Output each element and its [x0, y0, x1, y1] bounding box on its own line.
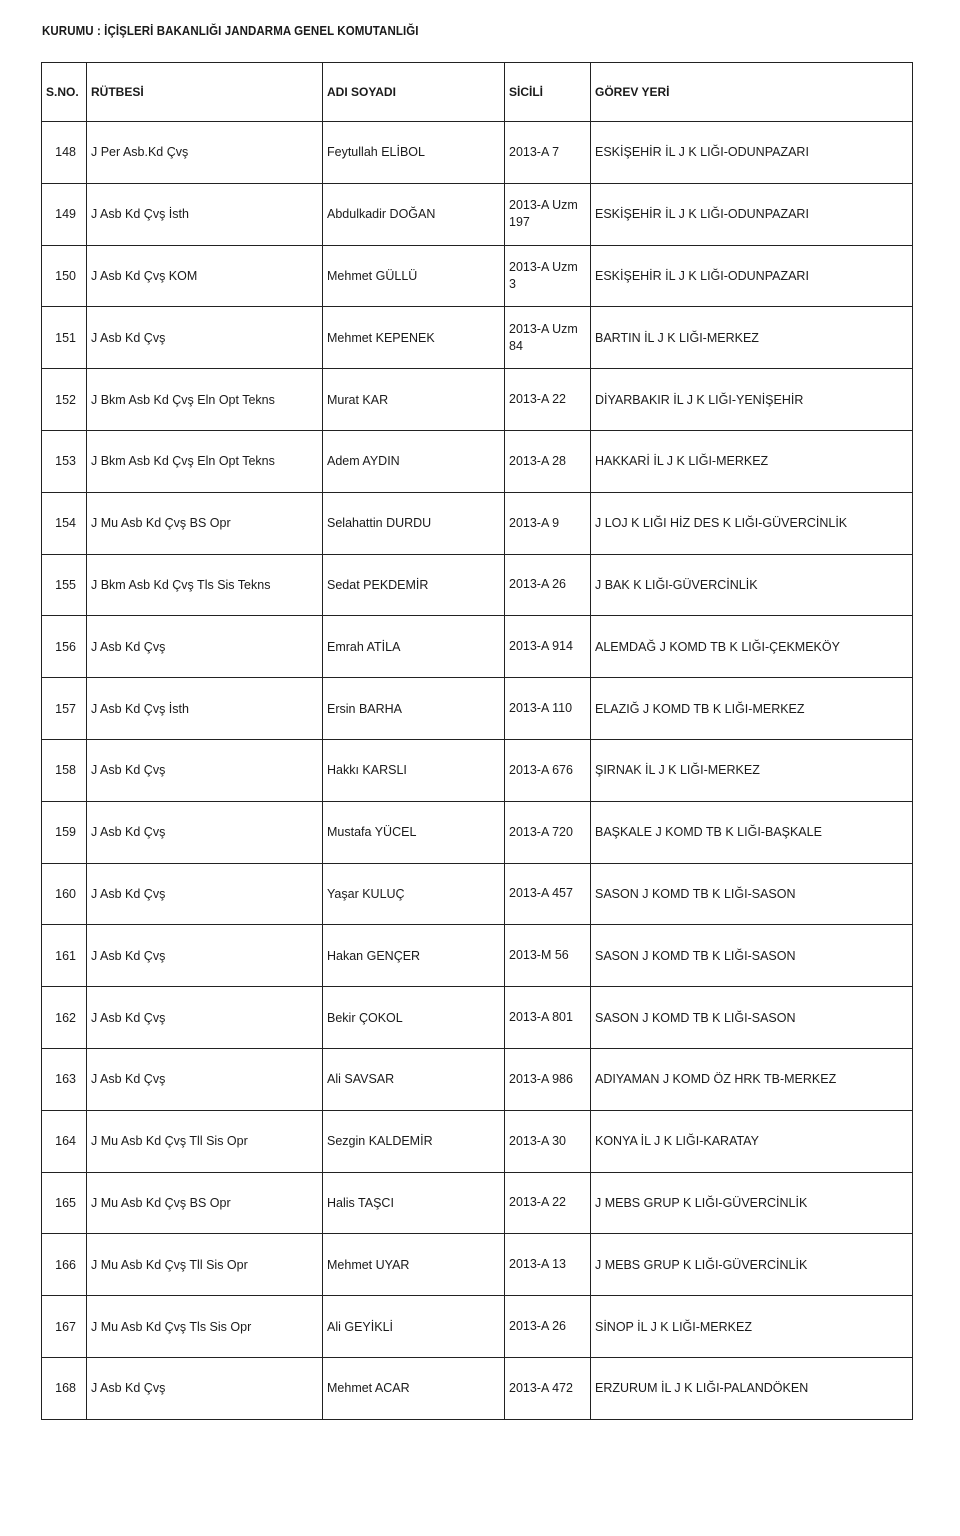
cell-place: ALEMDAĞ J KOMD TB K LIĞI-ÇEKMEKÖY — [591, 616, 913, 678]
table-row — [42, 987, 913, 1049]
cell-name: Mehmet KEPENEK — [323, 307, 505, 369]
table-row — [42, 801, 913, 863]
cell-sicil: 2013-A 110 — [505, 678, 591, 740]
cell-place: SASON J KOMD TB K LIĞI-SASON — [591, 863, 913, 925]
cell-place: SASON J KOMD TB K LIĞI-SASON — [591, 925, 913, 987]
cell-rank: J Asb Kd Çvş KOM — [87, 245, 323, 307]
cell-sicil: 2013-M 56 — [505, 925, 591, 987]
table-row — [42, 1234, 913, 1296]
column-header-sicil: SİCİLİ — [505, 63, 591, 122]
table-row — [42, 307, 913, 369]
cell-place: SİNOP İL J K LIĞI-MERKEZ — [591, 1296, 913, 1358]
cell-no: 158 — [42, 739, 87, 801]
table-row — [42, 245, 913, 307]
cell-no: 151 — [42, 307, 87, 369]
cell-no: 155 — [42, 554, 87, 616]
cell-rank: J Asb Kd Çvş — [87, 616, 323, 678]
table-body — [42, 122, 913, 1420]
cell-name: Emrah ATİLA — [323, 616, 505, 678]
table-row — [42, 678, 913, 740]
cell-place: ADIYAMAN J KOMD ÖZ HRK TB-MERKEZ — [591, 1048, 913, 1110]
cell-rank: J Asb Kd Çvş — [87, 801, 323, 863]
table-row — [42, 369, 913, 431]
cell-no: 157 — [42, 678, 87, 740]
cell-sicil: 2013-A 801 — [505, 987, 591, 1049]
cell-sicil: 2013-A 26 — [505, 1296, 591, 1358]
personnel-table — [41, 62, 913, 1420]
column-header-no: S.NO. — [42, 63, 87, 122]
cell-no: 159 — [42, 801, 87, 863]
cell-sicil: 2013-A Uzm 3 — [505, 245, 591, 307]
cell-place: SASON J KOMD TB K LIĞI-SASON — [591, 987, 913, 1049]
cell-place: J MEBS GRUP K LIĞI-GÜVERCİNLİK — [591, 1234, 913, 1296]
table-header-row — [42, 63, 913, 122]
cell-name: Hakkı KARSLI — [323, 739, 505, 801]
cell-place: BARTIN İL J K LIĞI-MERKEZ — [591, 307, 913, 369]
cell-sicil: 2013-A 26 — [505, 554, 591, 616]
cell-rank: J Asb Kd Çvş — [87, 1048, 323, 1110]
column-header-name: ADI SOYADI — [323, 63, 505, 122]
cell-rank: J Bkm Asb Kd Çvş Eln Opt Tekns — [87, 430, 323, 492]
cell-name: Sezgin KALDEMİR — [323, 1110, 505, 1172]
cell-sicil: 2013-A 457 — [505, 863, 591, 925]
table-row — [42, 739, 913, 801]
cell-no: 167 — [42, 1296, 87, 1358]
cell-no: 165 — [42, 1172, 87, 1234]
cell-rank: J Mu Asb Kd Çvş Tls Sis Opr — [87, 1296, 323, 1358]
cell-no: 160 — [42, 863, 87, 925]
table-row — [42, 863, 913, 925]
cell-rank: J Bkm Asb Kd Çvş Tls Sis Tekns — [87, 554, 323, 616]
cell-name: Mehmet UYAR — [323, 1234, 505, 1296]
cell-no: 148 — [42, 122, 87, 184]
cell-name: Feytullah ELİBOL — [323, 122, 505, 184]
column-header-rank: RÜTBESİ — [87, 63, 323, 122]
cell-no: 153 — [42, 430, 87, 492]
cell-place: J BAK K LIĞI-GÜVERCİNLİK — [591, 554, 913, 616]
cell-rank: J Asb Kd Çvş — [87, 987, 323, 1049]
cell-sicil: 2013-A 7 — [505, 122, 591, 184]
cell-place: HAKKARİ İL J K LIĞI-MERKEZ — [591, 430, 913, 492]
table-row — [42, 122, 913, 184]
cell-place: ELAZIĞ J KOMD TB K LIĞI-MERKEZ — [591, 678, 913, 740]
cell-place: ŞIRNAK İL J K LIĞI-MERKEZ — [591, 739, 913, 801]
cell-place: ESKİŞEHİR İL J K LIĞI-ODUNPAZARI — [591, 245, 913, 307]
cell-name: Selahattin DURDU — [323, 492, 505, 554]
cell-rank: J Per Asb.Kd Çvş — [87, 122, 323, 184]
cell-sicil: 2013-A 22 — [505, 1172, 591, 1234]
table-row — [42, 1357, 913, 1419]
cell-rank: J Bkm Asb Kd Çvş Eln Opt Tekns — [87, 369, 323, 431]
cell-no: 163 — [42, 1048, 87, 1110]
cell-sicil: 2013-A Uzm 197 — [505, 183, 591, 245]
cell-sicil: 2013-A 472 — [505, 1357, 591, 1419]
cell-rank: J Asb Kd Çvş — [87, 307, 323, 369]
cell-name: Murat KAR — [323, 369, 505, 431]
organization-title: KURUMU : İÇİŞLERİ BAKANLIĞI JANDARMA GENEL KOMUTANLIĞI — [42, 24, 419, 38]
cell-name: Sedat PEKDEMİR — [323, 554, 505, 616]
cell-rank: J Asb Kd Çvş — [87, 739, 323, 801]
cell-no: 156 — [42, 616, 87, 678]
cell-place: J LOJ K LIĞI HİZ DES K LIĞI-GÜVERCİNLİK — [591, 492, 913, 554]
cell-no: 149 — [42, 183, 87, 245]
cell-name: Hakan GENÇER — [323, 925, 505, 987]
cell-place: KONYA İL J K LIĞI-KARATAY — [591, 1110, 913, 1172]
table-row — [42, 183, 913, 245]
cell-rank: J Asb Kd Çvş İsth — [87, 183, 323, 245]
table-row — [42, 1296, 913, 1358]
table-row — [42, 1048, 913, 1110]
cell-no: 161 — [42, 925, 87, 987]
cell-sicil: 2013-A 9 — [505, 492, 591, 554]
cell-no: 162 — [42, 987, 87, 1049]
cell-name: Mustafa YÜCEL — [323, 801, 505, 863]
table-row — [42, 554, 913, 616]
cell-place: ESKİŞEHİR İL J K LIĞI-ODUNPAZARI — [591, 122, 913, 184]
cell-rank: J Asb Kd Çvş — [87, 925, 323, 987]
cell-name: Mehmet ACAR — [323, 1357, 505, 1419]
cell-name: Halis TAŞCI — [323, 1172, 505, 1234]
table-row — [42, 1110, 913, 1172]
column-header-place: GÖREV YERİ — [591, 63, 913, 122]
cell-no: 168 — [42, 1357, 87, 1419]
cell-sicil: 2013-A 914 — [505, 616, 591, 678]
cell-name: Yaşar KULUÇ — [323, 863, 505, 925]
cell-sicil: 2013-A 13 — [505, 1234, 591, 1296]
cell-sicil: 2013-A 720 — [505, 801, 591, 863]
cell-sicil: 2013-A 30 — [505, 1110, 591, 1172]
cell-rank: J Asb Kd Çvş — [87, 863, 323, 925]
cell-name: Abdulkadir DOĞAN — [323, 183, 505, 245]
table-row — [42, 925, 913, 987]
cell-rank: J Asb Kd Çvş — [87, 1357, 323, 1419]
cell-place: ESKİŞEHİR İL J K LIĞI-ODUNPAZARI — [591, 183, 913, 245]
cell-rank: J Asb Kd Çvş İsth — [87, 678, 323, 740]
table-row — [42, 1172, 913, 1234]
cell-name: Adem AYDIN — [323, 430, 505, 492]
cell-sicil: 2013-A 28 — [505, 430, 591, 492]
cell-place: ERZURUM İL J K LIĞI-PALANDÖKEN — [591, 1357, 913, 1419]
table-row — [42, 616, 913, 678]
cell-name: Ali GEYİKLİ — [323, 1296, 505, 1358]
cell-no: 164 — [42, 1110, 87, 1172]
cell-no: 152 — [42, 369, 87, 431]
cell-place: J MEBS GRUP K LIĞI-GÜVERCİNLİK — [591, 1172, 913, 1234]
cell-no: 166 — [42, 1234, 87, 1296]
cell-name: Bekir ÇOKOL — [323, 987, 505, 1049]
cell-no: 154 — [42, 492, 87, 554]
cell-place: BAŞKALE J KOMD TB K LIĞI-BAŞKALE — [591, 801, 913, 863]
cell-name: Ali SAVSAR — [323, 1048, 505, 1110]
cell-rank: J Mu Asb Kd Çvş BS Opr — [87, 1172, 323, 1234]
cell-place: DİYARBAKIR İL J K LIĞI-YENİŞEHİR — [591, 369, 913, 431]
cell-sicil: 2013-A 986 — [505, 1048, 591, 1110]
cell-sicil: 2013-A 676 — [505, 739, 591, 801]
cell-rank: J Mu Asb Kd Çvş Tll Sis Opr — [87, 1110, 323, 1172]
cell-name: Ersin BARHA — [323, 678, 505, 740]
cell-no: 150 — [42, 245, 87, 307]
table-row — [42, 492, 913, 554]
cell-sicil: 2013-A Uzm 84 — [505, 307, 591, 369]
cell-sicil: 2013-A 22 — [505, 369, 591, 431]
table-row — [42, 430, 913, 492]
cell-rank: J Mu Asb Kd Çvş BS Opr — [87, 492, 323, 554]
cell-name: Mehmet GÜLLÜ — [323, 245, 505, 307]
cell-rank: J Mu Asb Kd Çvş Tll Sis Opr — [87, 1234, 323, 1296]
